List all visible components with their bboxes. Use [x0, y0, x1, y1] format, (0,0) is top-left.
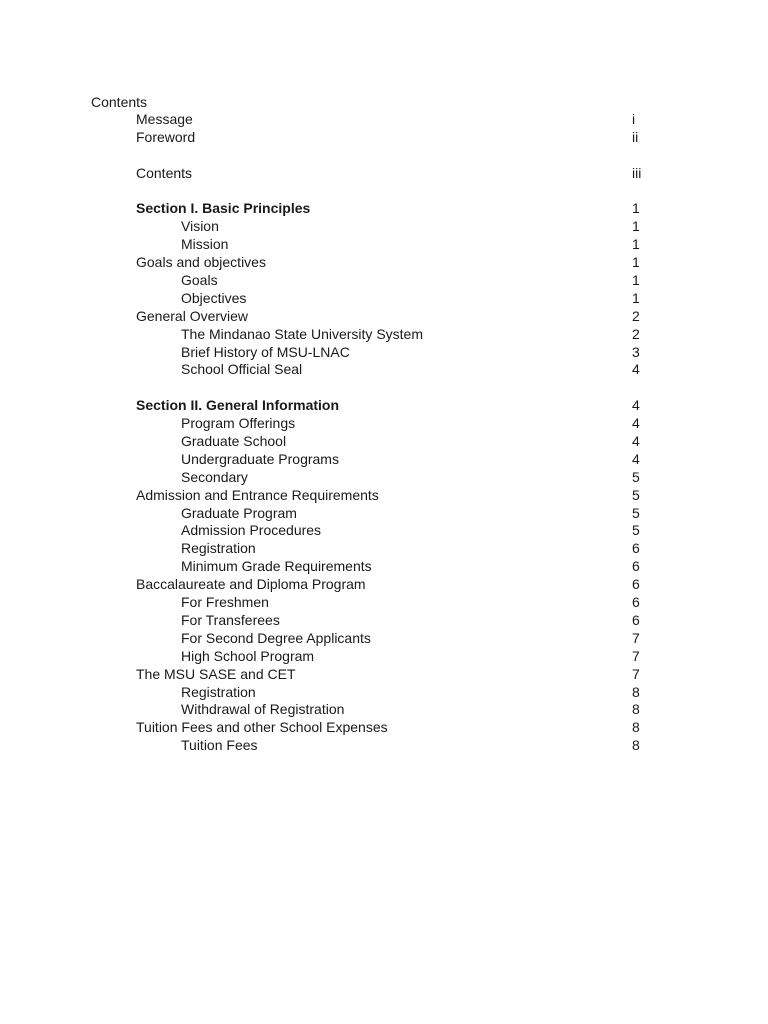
toc-subentry — [0, 218, 768, 236]
toc-entry-title: Secondary — [181, 468, 248, 485]
toc-page-number: 1 — [632, 236, 640, 253]
toc-page-number: 6 — [632, 558, 640, 575]
toc-entry-title: Message — [136, 111, 193, 127]
toc-page-number: 5 — [632, 522, 640, 539]
toc-entry-title: Registration — [181, 683, 256, 700]
toc-entry — [0, 254, 768, 272]
toc-entry-title: Brief History of MSU-LNAC — [181, 343, 350, 360]
toc-entry-title: Vision — [181, 218, 219, 235]
toc-entry-title: The Mindanao State University System — [181, 325, 423, 342]
toc-page-number: 6 — [632, 576, 640, 593]
toc-entry-title: Mission — [181, 236, 229, 253]
toc-subentry — [0, 326, 768, 344]
toc-page-number: 4 — [632, 450, 640, 467]
toc-subentry — [0, 612, 768, 630]
toc-subentry — [0, 433, 768, 451]
toc-page-number: 6 — [632, 540, 640, 557]
toc-entry-title: School Official Seal — [181, 361, 303, 378]
toc-spacer — [0, 379, 768, 397]
toc-page-number: 1 — [632, 200, 640, 217]
toc-entry-title: Goals and objectives — [136, 254, 266, 271]
toc-entry — [0, 129, 768, 147]
toc-subentry — [0, 290, 768, 308]
toc-page-number: 6 — [632, 594, 640, 611]
toc-page-number: 7 — [632, 629, 640, 646]
toc-page-number: 7 — [632, 647, 640, 664]
toc-entry — [0, 719, 768, 737]
toc-entry-title: For Second Degree Applicants — [181, 629, 371, 646]
toc-entry — [0, 576, 768, 594]
toc-entry — [0, 165, 768, 183]
toc-entry-title: Graduate Program — [181, 504, 297, 521]
toc-entry-title: Tuition Fees — [181, 737, 258, 754]
toc-subentry — [0, 540, 768, 558]
toc-page-number: 1 — [632, 272, 640, 289]
toc-page-number: i — [632, 111, 636, 127]
toc-page-number: 5 — [632, 504, 640, 521]
toc-page-number: 5 — [632, 486, 640, 503]
toc-entry-title: Section I. Basic Principles — [136, 200, 311, 217]
toc-heading: Contents — [91, 94, 148, 110]
toc-entry — [0, 111, 768, 129]
toc-page-number: 4 — [632, 415, 640, 432]
toc-subentry — [0, 361, 768, 379]
toc-page-number: 4 — [632, 397, 640, 414]
toc-page-number: 1 — [632, 289, 640, 306]
toc-entry-title: Minimum Grade Requirements — [181, 558, 372, 575]
toc-subentry — [0, 451, 768, 469]
toc-entry-title: Contents — [136, 164, 193, 181]
toc-subentry — [0, 522, 768, 540]
toc-page-number: 7 — [632, 665, 640, 682]
toc-subentry — [0, 594, 768, 612]
toc-list — [0, 111, 768, 755]
toc-page-number: iii — [632, 164, 642, 181]
toc-page-number: 8 — [632, 719, 640, 736]
toc-subentry — [0, 236, 768, 254]
toc-entry-title: Admission and Entrance Requirements — [136, 486, 379, 503]
toc-entry-title: Registration — [181, 540, 256, 557]
toc-entry-title: Undergraduate Programs — [181, 450, 339, 467]
toc-subentry — [0, 344, 768, 362]
toc-entry — [0, 200, 768, 218]
toc-subentry — [0, 505, 768, 523]
toc-subentry — [0, 558, 768, 576]
toc-entry — [0, 666, 768, 684]
toc-entry-title: Goals — [181, 272, 218, 289]
toc-subentry — [0, 272, 768, 290]
toc-page-number: 8 — [632, 701, 640, 718]
toc-page-number: 8 — [632, 683, 640, 700]
toc-subentry — [0, 469, 768, 487]
toc-entry-title: Objectives — [181, 289, 247, 306]
toc-subentry — [0, 415, 768, 433]
toc-page-number: 1 — [632, 254, 640, 271]
toc-entry-title: Withdrawal of Registration — [181, 701, 345, 718]
toc-subentry — [0, 684, 768, 702]
toc-spacer — [0, 147, 768, 165]
toc-entry-title: Foreword — [136, 128, 196, 145]
toc-page-number: 6 — [632, 611, 640, 628]
toc-page-number: 4 — [632, 361, 640, 378]
toc-entry-title: Admission Procedures — [181, 522, 322, 539]
toc-page-number: ii — [632, 128, 639, 145]
toc-page-number: 2 — [632, 307, 640, 324]
toc-subentry — [0, 630, 768, 648]
toc-entry — [0, 487, 768, 505]
toc-entry-title: Tuition Fees and other School Expenses — [136, 719, 388, 736]
toc-subentry — [0, 737, 768, 755]
toc-subentry — [0, 648, 768, 666]
toc-subentry — [0, 701, 768, 719]
toc-entry-title: Program Offerings — [181, 415, 296, 432]
toc-page-number: 3 — [632, 343, 640, 360]
toc-entry-title: For Freshmen — [181, 594, 269, 611]
toc-entry-title: High School Program — [181, 647, 315, 664]
toc-entry-title: Section II. General Information — [136, 397, 340, 414]
toc-entry — [0, 308, 768, 326]
toc-entry-title: Graduate School — [181, 433, 287, 450]
toc-entry-title: The MSU SASE and CET — [136, 665, 296, 682]
toc-entry-title: For Transferees — [181, 611, 280, 628]
toc-page-number: 8 — [632, 737, 640, 754]
toc-page-number: 5 — [632, 468, 640, 485]
toc-page-number: 2 — [632, 325, 640, 342]
toc-entry — [0, 397, 768, 415]
toc-entry-title: General Overview — [136, 307, 249, 324]
toc-page-number: 4 — [632, 433, 640, 450]
toc-entry-title: Baccalaureate and Diploma Program — [136, 576, 366, 593]
toc-page-number: 1 — [632, 218, 640, 235]
toc-spacer — [0, 183, 768, 201]
